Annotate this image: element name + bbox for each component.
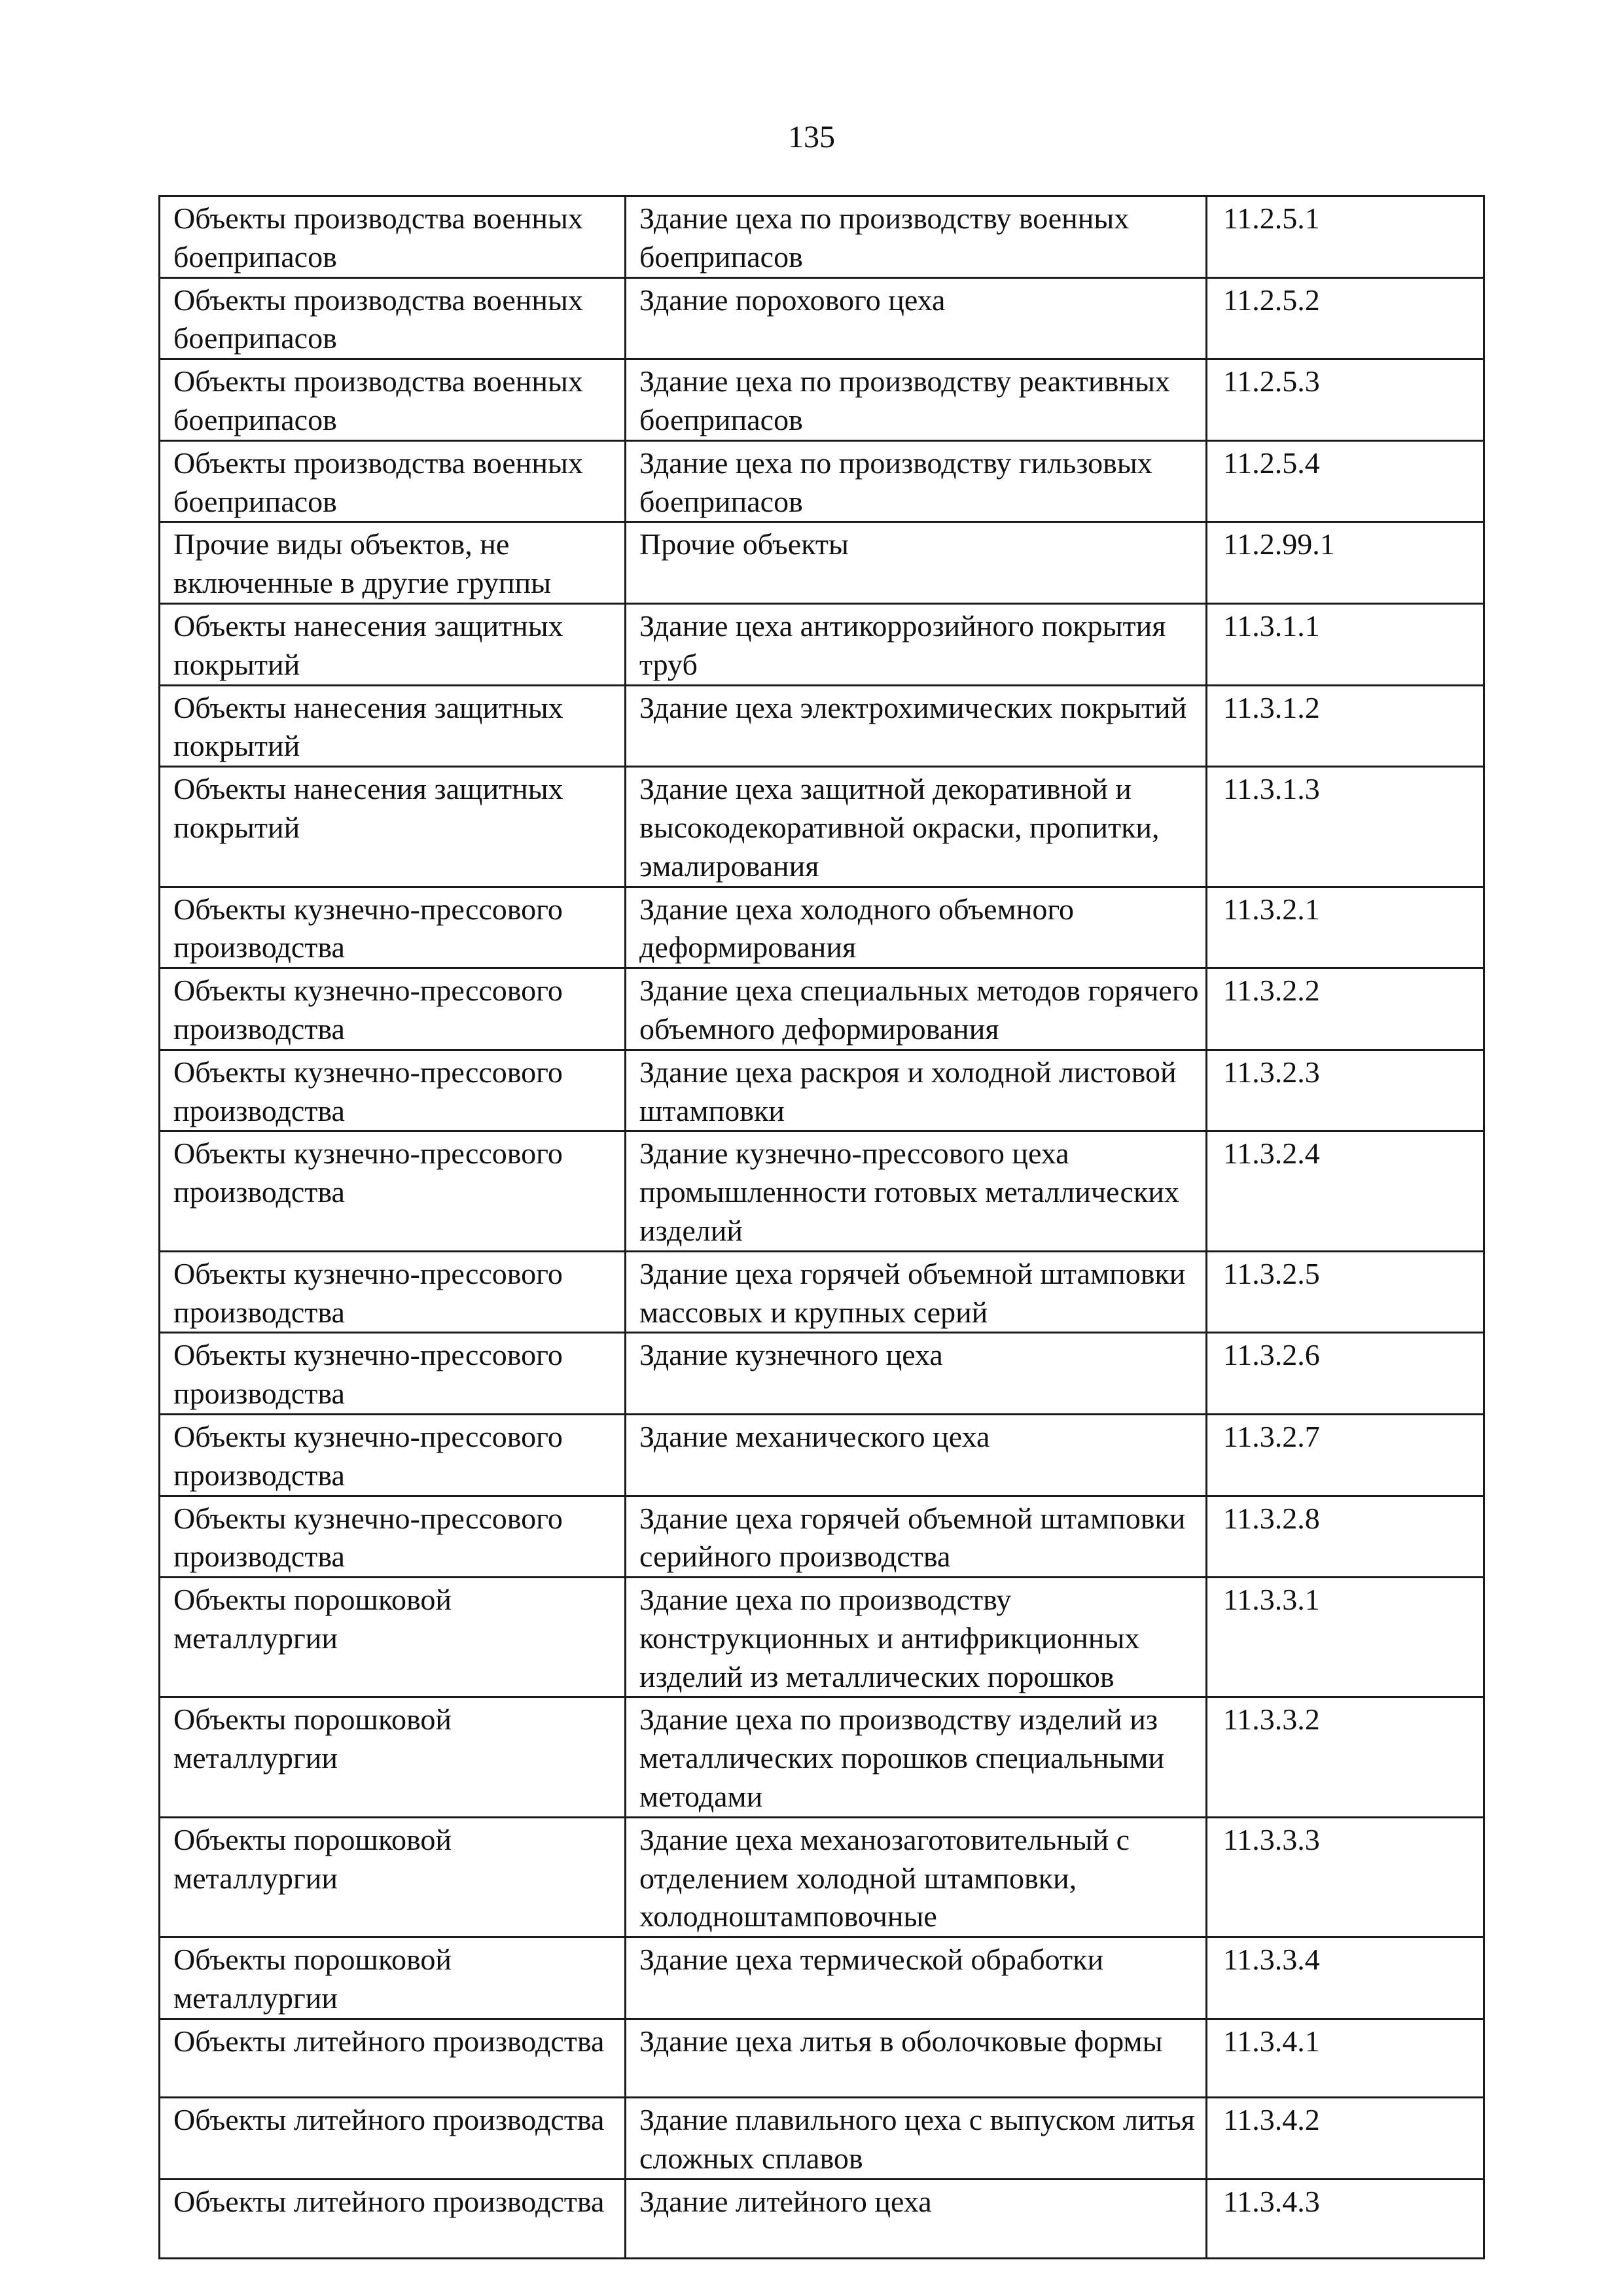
cell-code: 11.3.1.2: [1207, 685, 1484, 767]
table-row: [160, 968, 1484, 1050]
cell-object: Здание цеха по производству реактивных боеприпасов: [626, 359, 1207, 441]
cell-code: 11.2.5.4: [1207, 440, 1484, 522]
cell-category: Объекты кузнечно-прессового производства: [160, 1333, 626, 1415]
cell-code: 11.2.5.2: [1207, 277, 1484, 359]
table-row: [160, 685, 1484, 767]
cell-code: 11.2.5.1: [1207, 196, 1484, 278]
cell-object: Здание цеха антикоррозийного покрытия труб: [626, 603, 1207, 685]
table-row: [160, 1414, 1484, 1496]
table-row: [160, 1697, 1484, 1817]
cell-code: 11.3.4.1: [1207, 2019, 1484, 2098]
table-row: [160, 440, 1484, 522]
cell-category: Объекты кузнечно-прессового производства: [160, 1251, 626, 1333]
cell-category: Объекты производства военных боеприпасов: [160, 277, 626, 359]
cell-object: Здание цеха холодного объемного деформирования: [626, 887, 1207, 968]
cell-object: Здание цеха литья в оболочковые формы: [626, 2019, 1207, 2098]
table-row: [160, 1333, 1484, 1415]
cell-category: Объекты порошковой металлургии: [160, 1937, 626, 2019]
cell-code: 11.2.5.3: [1207, 359, 1484, 441]
cell-code: 11.3.2.1: [1207, 887, 1484, 968]
table-row: [160, 196, 1484, 278]
cell-code: 11.3.2.6: [1207, 1333, 1484, 1415]
table-row: [160, 767, 1484, 887]
cell-code: 11.3.4.2: [1207, 2098, 1484, 2180]
cell-code: 11.3.3.3: [1207, 1817, 1484, 1937]
cell-category: Объекты кузнечно-прессового производства: [160, 968, 626, 1050]
cell-object: Здание литейного цеха: [626, 2180, 1207, 2259]
table-row: [160, 277, 1484, 359]
cell-object: Здание цеха специальных методов горячего объемного деформирования: [626, 968, 1207, 1050]
cell-object: Здание порохового цеха: [626, 277, 1207, 359]
cell-category: Объекты кузнечно-прессового производства: [160, 1131, 626, 1251]
cell-category: Объекты порошковой металлургии: [160, 1578, 626, 1697]
cell-code: 11.3.2.2: [1207, 968, 1484, 1050]
cell-code: 11.2.99.1: [1207, 522, 1484, 604]
table-row: [160, 1817, 1484, 1937]
cell-category: Объекты нанесения защитных покрытий: [160, 767, 626, 887]
cell-code: 11.3.3.1: [1207, 1578, 1484, 1697]
table-row: [160, 1937, 1484, 2019]
cell-code: 11.3.1.3: [1207, 767, 1484, 887]
cell-object: Прочие объекты: [626, 522, 1207, 604]
cell-object: Здание цеха горячей объемной штамповки массовых и крупных серий: [626, 1251, 1207, 1333]
cell-category: Объекты кузнечно-прессового производства: [160, 887, 626, 968]
cell-object: Здание цеха защитной декоративной и высокодекоративной окраски, пропитки, эмалирования: [626, 767, 1207, 887]
cell-code: 11.3.1.1: [1207, 603, 1484, 685]
cell-object: Здание кузнечно-прессового цеха промышленности готовых металлических изделий: [626, 1131, 1207, 1251]
cell-object: Здание цеха по производству военных боеприпасов: [626, 196, 1207, 278]
cell-category: Объекты порошковой металлургии: [160, 1697, 626, 1817]
page-number: 135: [788, 120, 835, 154]
cell-category: Объекты порошковой металлургии: [160, 1817, 626, 1937]
table-row: [160, 1578, 1484, 1697]
table-row: [160, 2098, 1484, 2180]
table-row: [160, 1496, 1484, 1578]
cell-category: Объекты литейного производства: [160, 2019, 626, 2098]
cell-object: Здание цеха по производству конструкционных и антифрикционных изделий из металлических порошков: [626, 1578, 1207, 1697]
cell-category: Объекты кузнечно-прессового производства: [160, 1496, 626, 1578]
table-row: [160, 522, 1484, 604]
table-row: [160, 887, 1484, 968]
cell-category: Прочие виды объектов, не включенные в другие группы: [160, 522, 626, 604]
cell-object: Здание цеха раскроя и холодной листовой штамповки: [626, 1050, 1207, 1131]
cell-object: Здание цеха по производству гильзовых боеприпасов: [626, 440, 1207, 522]
cell-category: Объекты литейного производства: [160, 2098, 626, 2180]
table-row: [160, 2019, 1484, 2098]
cell-category: Объекты литейного производства: [160, 2180, 626, 2259]
cell-category: Объекты нанесения защитных покрытий: [160, 685, 626, 767]
cell-code: 11.3.3.2: [1207, 1697, 1484, 1817]
cell-object: Здание механического цеха: [626, 1414, 1207, 1496]
cell-code: 11.3.2.7: [1207, 1414, 1484, 1496]
table-row: [160, 1131, 1484, 1251]
classification-table: [158, 195, 1485, 2259]
cell-object: Здание цеха электрохимических покрытий: [626, 685, 1207, 767]
cell-code: 11.3.2.4: [1207, 1131, 1484, 1251]
cell-object: Здание кузнечного цеха: [626, 1333, 1207, 1415]
table-row: [160, 1251, 1484, 1333]
cell-category: Объекты нанесения защитных покрытий: [160, 603, 626, 685]
cell-category: Объекты производства военных боеприпасов: [160, 359, 626, 441]
table-row: [160, 359, 1484, 441]
cell-category: Объекты кузнечно-прессового производства: [160, 1050, 626, 1131]
cell-code: 11.3.4.3: [1207, 2180, 1484, 2259]
table-row: [160, 603, 1484, 685]
cell-object: Здание цеха горячей объемной штамповки серийного производства: [626, 1496, 1207, 1578]
cell-category: Объекты производства военных боеприпасов: [160, 196, 626, 278]
cell-object: Здание плавильного цеха с выпуском литья сложных сплавов: [626, 2098, 1207, 2180]
table-row: [160, 1050, 1484, 1131]
cell-code: 11.3.2.3: [1207, 1050, 1484, 1131]
cell-code: 11.3.2.8: [1207, 1496, 1484, 1578]
cell-code: 11.3.2.5: [1207, 1251, 1484, 1333]
cell-object: Здание цеха механозаготовительный с отделением холодной штамповки, холодноштамповочные: [626, 1817, 1207, 1937]
cell-code: 11.3.3.4: [1207, 1937, 1484, 2019]
table-row: [160, 2180, 1484, 2259]
cell-category: Объекты кузнечно-прессового производства: [160, 1414, 626, 1496]
cell-object: Здание цеха термической обработки: [626, 1937, 1207, 2019]
cell-object: Здание цеха по производству изделий из металлических порошков специальными методами: [626, 1697, 1207, 1817]
cell-category: Объекты производства военных боеприпасов: [160, 440, 626, 522]
